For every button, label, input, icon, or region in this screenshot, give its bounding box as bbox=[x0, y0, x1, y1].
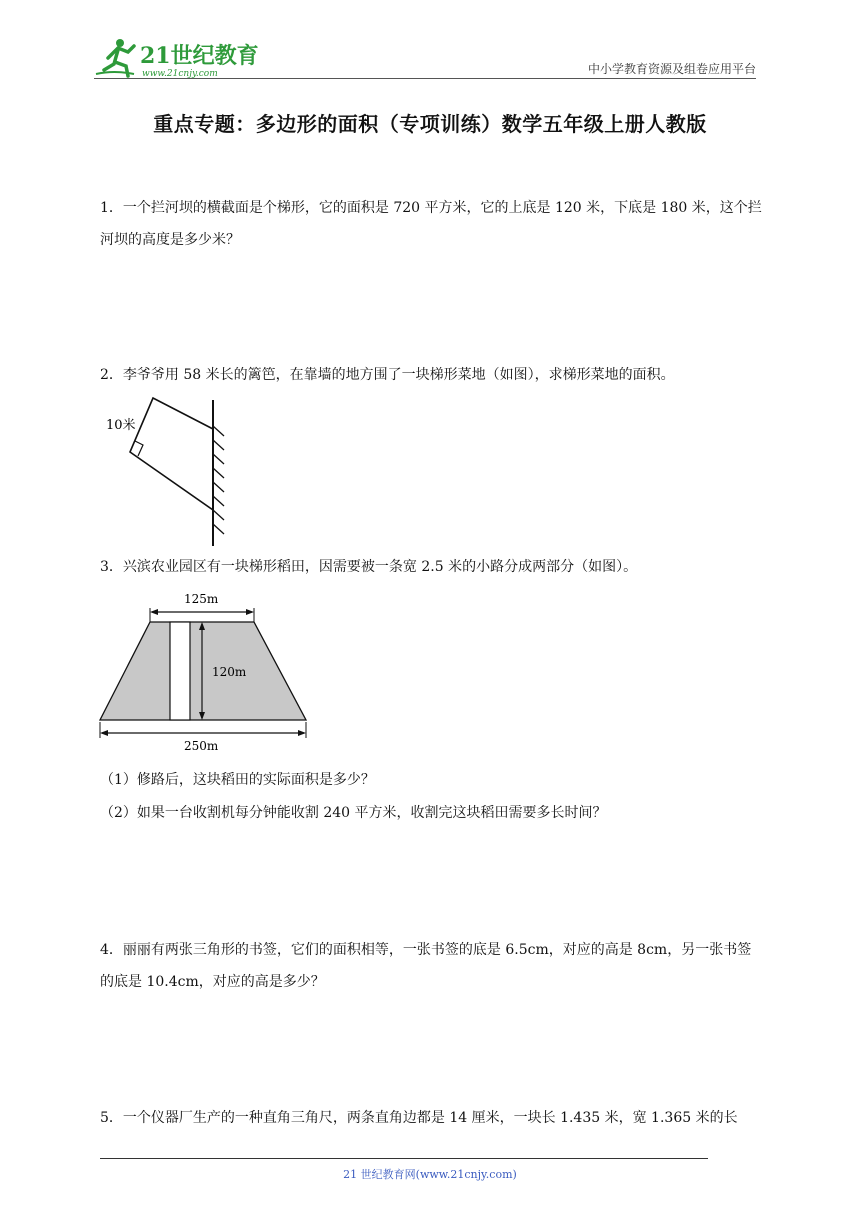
question-3: 3．兴滨农业园区有一块梯形稻田，因需要被一条宽 2.5 米的小路分成两部分（如图）。 bbox=[100, 559, 638, 575]
figure-label-bottom: 250m bbox=[184, 739, 219, 753]
footer-divider bbox=[100, 1158, 708, 1159]
figure-label-top: 125m bbox=[184, 592, 219, 606]
question-3-part-1: （1）修路后，这块稻田的实际面积是多少？ bbox=[100, 772, 375, 788]
question-2: 2．李爷爷用 58 米长的篱笆，在靠墙的地方围了一块梯形菜地（如图），求梯形菜地的面积。 bbox=[100, 367, 675, 383]
question-1: 1．一个拦河坝的横截面是个梯形，它的面积是 720 平方米，它的上底是 120 米，下底是 180 米，这个拦河坝的高度是多少米？ bbox=[100, 200, 762, 248]
figure-trapezoid-field bbox=[96, 588, 312, 758]
runner-icon bbox=[96, 39, 134, 76]
site-logo bbox=[94, 34, 264, 82]
header-divider bbox=[94, 78, 756, 79]
header-platform-text: 中小学教育资源及组卷应用平台 bbox=[587, 62, 756, 76]
question-5: 5．一个仪器厂生产的一种直角三角尺，两条直角边都是 14 厘米，一块长 1.435 米，宽 1.365 米的长 bbox=[100, 1110, 738, 1126]
figure-trapezoid-wall bbox=[100, 396, 240, 552]
question-4: 4．丽丽有两张三角形的书签，它们的面积相等，一张书签的底是 6.5cm，对应的高是 8cm，另一张书签的底是 10.4cm，对应的高是多少？ bbox=[100, 942, 752, 990]
footer-text: 21 世纪教育网(www.21cnjy.com) bbox=[343, 1168, 517, 1181]
logo-url: www.21cnjy.com bbox=[142, 69, 218, 79]
figure-label-10m: 10米 bbox=[106, 418, 136, 433]
page-title: 重点专题：多边形的面积（专项训练）数学五年级上册人教版 bbox=[153, 112, 707, 136]
figure-label-height: 120m bbox=[212, 665, 247, 679]
question-3-part-2: （2）如果一台收割机每分钟能收割 240 平方米，收割完这块稻田需要多长时间？ bbox=[100, 805, 607, 821]
logo-text: 21世纪教育 bbox=[140, 43, 259, 69]
